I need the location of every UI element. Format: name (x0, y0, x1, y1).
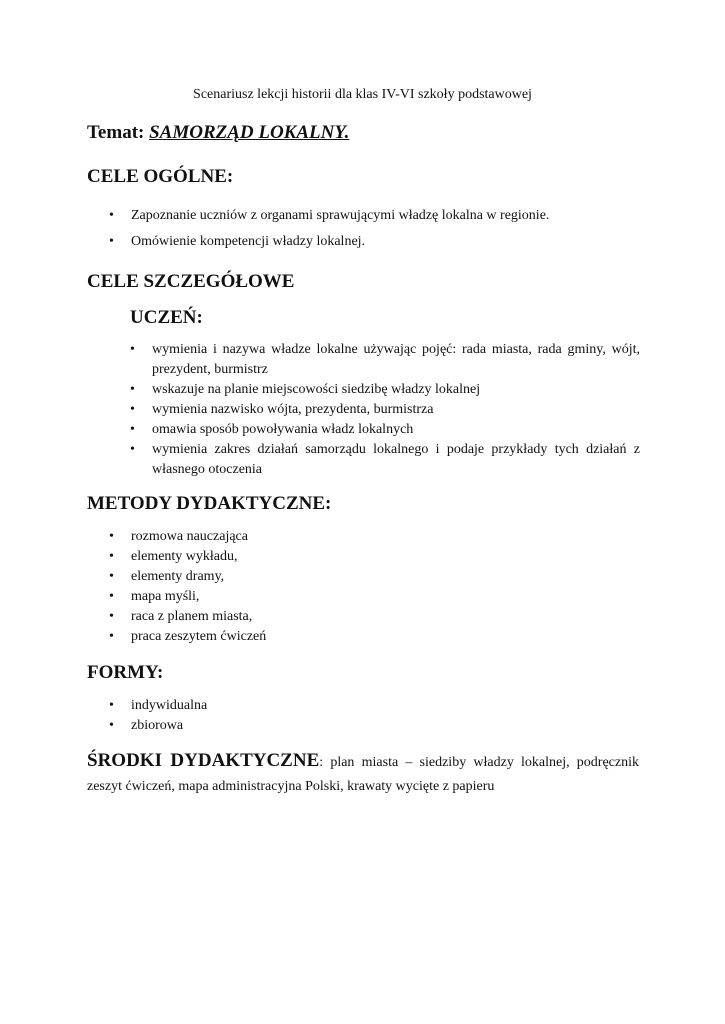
list-item: • Zapoznanie uczniów z organami sprawującymi władzę lokalna w regionie. (109, 206, 629, 226)
list-item: • mapa myśli, (109, 587, 629, 607)
topic-value: SAMORZĄD LOKALNY. (149, 122, 350, 143)
list-item: • wymienia zakres działań samorządu lokalnego i podaje przykłady tych działań z własnego otoczenia (130, 440, 640, 480)
heading-cele-szczegolowe: CELE SZCZEGÓŁOWE (87, 271, 295, 292)
list-item: • omawia sposób powoływania władz lokalnych (130, 420, 640, 440)
lesson-topic (87, 122, 349, 144)
list-item: • rozmowa nauczająca (109, 527, 629, 547)
list-cele-ogolne (109, 206, 629, 258)
list-metody (109, 527, 629, 647)
list-cele-szczegolowe (130, 340, 640, 480)
list-item: • zbiorowa (109, 716, 629, 736)
list-formy (109, 696, 629, 736)
heading-cele-ogolne: CELE OGÓLNE: (87, 166, 234, 187)
srodki-label: ŚRODKI DYDAKTYCZNE (87, 750, 320, 771)
list-item: • wymienia nazwisko wójta, prezydenta, burmistrza (130, 400, 640, 420)
subheading-uczen: UCZEŃ: (130, 307, 203, 328)
list-item: • praca zeszytem ćwiczeń (109, 627, 629, 647)
list-item: • Omówienie kompetencji władzy lokalnej. (109, 232, 629, 252)
heading-formy: FORMY: (87, 662, 164, 683)
topic-label: Temat: (87, 122, 150, 143)
srodki-paragraph (87, 749, 639, 799)
list-item: • elementy dramy, (109, 567, 629, 587)
list-item: • wymienia i nazywa władze lokalne używając pojęć: rada miasta, rada gminy, wójt, prezydent, burmistrz (130, 340, 640, 380)
list-item: • wskazuje na planie miejscowości siedzibę władzy lokalnej (130, 380, 640, 400)
list-item: • elementy wykładu, (109, 547, 629, 567)
heading-metody: METODY DYDAKTYCZNE: (87, 493, 332, 514)
document-subtitle: Scenariusz lekcji historii dla klas IV-VI szkoły podstawowej (193, 87, 532, 102)
list-item: • raca z planem miasta, (109, 607, 629, 627)
srodki-text: : plan miasta – siedziby władzy lokalnej, podręcznik zeszyt ćwiczeń, mapa administracyjna Polski, krawaty wycięte z papieru (87, 755, 639, 794)
list-item: • indywidualna (109, 696, 629, 716)
